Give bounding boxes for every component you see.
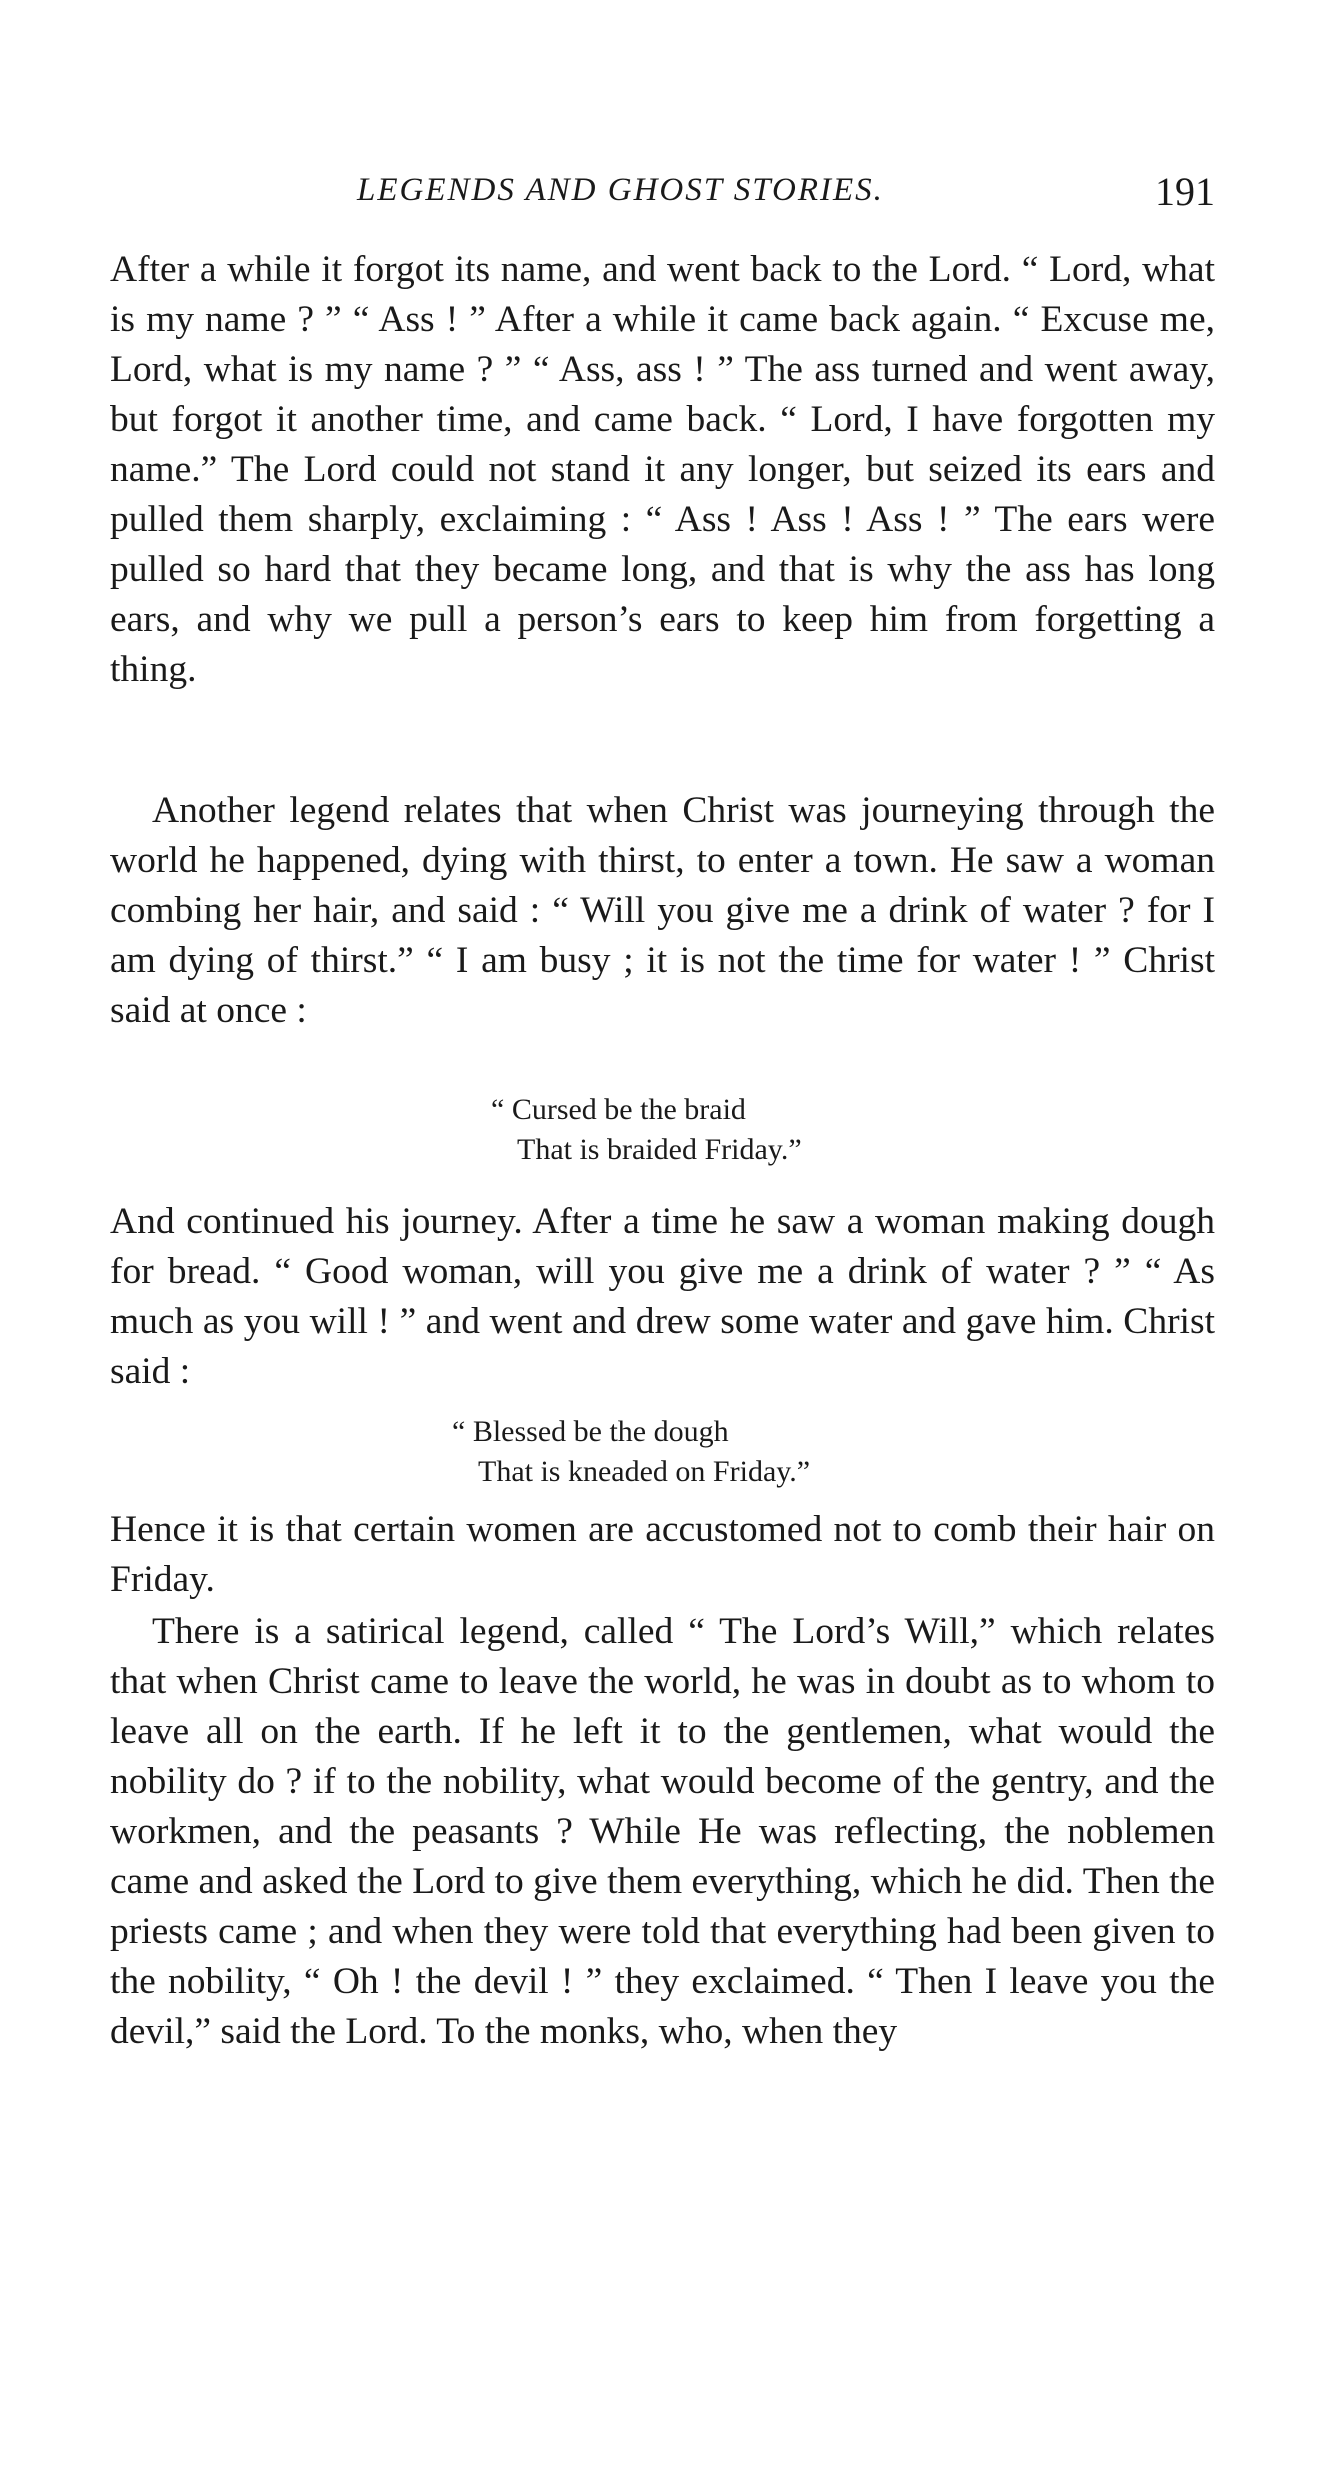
paragraph-christ-journey — [110, 786, 1215, 1036]
verse-line: “ Blessed be the dough — [452, 1415, 729, 1448]
paragraph-friday-custom — [110, 1505, 1215, 1605]
paragraph-text: And continued his journey. After a time he saw a woman making dough for bread. “ Good woman, will you give me a drink of water ? ” “ As much as you will ! ” and went and drew some water and gave him. Christ said : — [110, 1201, 1215, 1392]
paragraph-good-woman — [110, 1197, 1215, 1397]
paragraph-lords-will — [110, 1607, 1215, 2057]
verse-line: “ Cursed be the braid — [491, 1093, 746, 1126]
page-number: 191 — [1155, 169, 1215, 214]
verse-blessed-dough — [452, 1412, 810, 1492]
verse-line: That is braided Friday.” — [517, 1133, 802, 1166]
verse-line: That is kneaded on Friday.” — [478, 1455, 811, 1488]
paragraph-text: Another legend relates that when Christ was journeying through the world he happened, dying with thirst, to enter a town. He saw a woman combing her hair, and said : “ Will you give me a drink of water ? for I am dying of thirst.” “ I am busy ; it is not the time for water ! ” Christ said at once : — [110, 790, 1215, 1031]
running-head — [110, 168, 1215, 218]
running-title: LEGENDS AND GHOST STORIES. — [357, 172, 884, 208]
verse-cursed-braid — [491, 1090, 802, 1170]
paragraph-text: There is a satirical legend, called “ The Lord’s Will,” which relates that when Christ came to leave the world, he was in doubt as to whom to leave all on the earth. If he left it to the gentlemen, what would the nobility do ? if to the nobility, what would become of the gentry, and the workmen, and the peasants ? While He was reflecting, the noblemen came and asked the Lord to give them everything, which he did. Then the priests came ; and when they were told that everything had been given to the nobility, “ Oh ! the devil ! ” they exclaimed. “ Then I leave you the devil,” said the Lord. To the monks, who, when they — [110, 1611, 1215, 2052]
paragraph-ass-legend — [110, 245, 1215, 695]
paragraph-text: Hence it is that certain women are accustomed not to comb their hair on Friday. — [110, 1509, 1215, 1600]
paragraph-text: After a while it forgot its name, and went back to the Lord. “ Lord, what is my name ? ” “ Ass ! ” After a while it came back again. “ Excuse me, Lord, what is my name ? ” “ Ass, ass ! ” The ass turned and went away, but forgot it another time, and came back. “ Lord, I have forgotten my name.” The Lord could not stand it any longer, but seized its ears and pulled them sharply, exclaiming : “ Ass ! Ass ! Ass ! ” The ears were pulled so hard that they became long, and that is why the ass has long ears, and why we pull a person’s ears to keep him from forgetting a thing. — [110, 249, 1215, 690]
